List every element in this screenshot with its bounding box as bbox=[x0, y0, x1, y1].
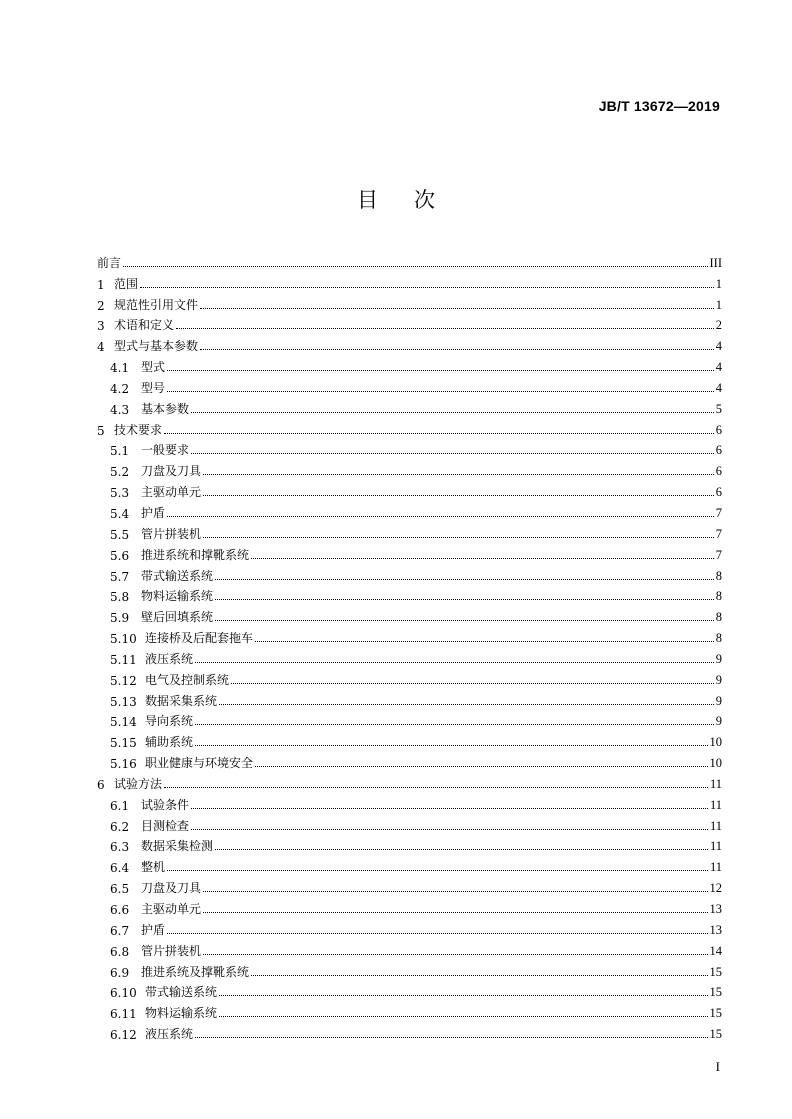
toc-entry[interactable] bbox=[97, 729, 722, 750]
toc-entry-number: 5.3 bbox=[110, 486, 130, 501]
toc-dot-leader bbox=[164, 786, 708, 788]
toc-entry-number: 6.6 bbox=[110, 903, 130, 917]
toc-entry[interactable] bbox=[97, 625, 722, 646]
toc-dot-leader bbox=[203, 890, 707, 892]
toc-dot-leader bbox=[191, 452, 714, 454]
toc-entry-number: 5.15 bbox=[110, 736, 137, 751]
toc-entry-label: 职业健康与环境安全 bbox=[145, 756, 254, 771]
toc-entry-page: 4 bbox=[715, 360, 722, 375]
toc-entry-number: 6 bbox=[97, 777, 105, 792]
toc-entry[interactable] bbox=[97, 250, 722, 271]
toc-dot-leader bbox=[203, 911, 707, 913]
toc-entry-number: 5.9 bbox=[110, 611, 130, 626]
toc-entry-label: 护盾 bbox=[141, 922, 166, 937]
toc-entry-number: 5.2 bbox=[110, 465, 130, 480]
toc-entry-label: 刀盘及刀具 bbox=[141, 881, 202, 896]
toc-dot-leader bbox=[167, 390, 714, 392]
toc-entry-label: 连接桥及后配套拖车 bbox=[145, 631, 254, 646]
toc-entry-number: 5.10 bbox=[110, 632, 137, 647]
toc-entry[interactable] bbox=[97, 271, 722, 292]
toc-entry-page: 6 bbox=[715, 485, 722, 500]
toc-dot-leader bbox=[167, 515, 714, 517]
toc-entry-number: 5.6 bbox=[110, 548, 130, 563]
toc-entry-label: 液压系统 bbox=[145, 1027, 194, 1042]
toc-entry-number: 6.4 bbox=[110, 861, 130, 876]
toc-entry-label: 试验条件 bbox=[141, 797, 190, 812]
toc-entry[interactable] bbox=[97, 834, 722, 855]
toc-entry-number: 1 bbox=[97, 277, 105, 292]
toc-dot-leader bbox=[195, 661, 714, 663]
toc-entry-number: 6.11 bbox=[110, 1007, 137, 1022]
toc-entry-page: 9 bbox=[715, 693, 722, 708]
toc-entry[interactable] bbox=[97, 1021, 722, 1042]
toc-entry[interactable] bbox=[97, 1000, 722, 1021]
toc-entry[interactable] bbox=[97, 854, 722, 875]
toc-dot-leader bbox=[195, 1036, 707, 1038]
toc-dot-leader bbox=[195, 744, 707, 746]
toc-entry-label: 物料运输系统 bbox=[145, 1006, 218, 1021]
toc-entry-page: 9 bbox=[715, 672, 722, 687]
toc-entry[interactable] bbox=[97, 771, 722, 792]
toc-entry-page: III bbox=[709, 255, 722, 270]
toc-entry-number: 6.2 bbox=[110, 819, 130, 834]
toc-dot-leader bbox=[255, 640, 714, 642]
toc-entry-number: 6.12 bbox=[110, 1028, 137, 1043]
toc-entry-page: 7 bbox=[715, 505, 722, 520]
toc-entry-number: 6.10 bbox=[110, 986, 137, 1001]
title-char-1: 目 bbox=[357, 188, 378, 212]
toc-dot-leader bbox=[203, 953, 707, 955]
toc-dot-leader bbox=[203, 473, 714, 475]
toc-entry[interactable] bbox=[97, 792, 722, 813]
toc-entry-number: 6.8 bbox=[110, 944, 130, 959]
toc-entry-page: 15 bbox=[709, 1006, 722, 1021]
toc-entry[interactable] bbox=[97, 896, 722, 917]
toc-entry-label: 试验方法 bbox=[114, 776, 163, 791]
toc-dot-leader bbox=[219, 703, 714, 705]
toc-entry[interactable] bbox=[97, 917, 722, 938]
toc-entry-page: 8 bbox=[715, 568, 722, 583]
toc-entry-label: 物料运输系统 bbox=[141, 589, 214, 604]
toc-entry-label: 前言 bbox=[97, 255, 122, 270]
toc-dot-leader bbox=[167, 869, 708, 871]
toc-entry-number: 5.5 bbox=[110, 527, 130, 542]
toc-entry-number: 5.14 bbox=[110, 715, 137, 730]
toc-entry-label: 导向系统 bbox=[145, 714, 194, 729]
toc-entry-page: 1 bbox=[715, 276, 722, 291]
toc-entry-page: 2 bbox=[715, 318, 722, 333]
toc-entry-page: 11 bbox=[709, 776, 722, 791]
toc-entry-label: 管片拼装机 bbox=[141, 943, 202, 958]
toc-entry-number: 5.16 bbox=[110, 757, 137, 772]
toc-dot-leader bbox=[167, 369, 714, 371]
toc-entry[interactable] bbox=[97, 646, 722, 667]
toc-entry-number: 5.1 bbox=[110, 444, 130, 459]
toc-entry-number: 5.7 bbox=[110, 569, 130, 584]
toc-dot-leader bbox=[251, 557, 714, 559]
toc-entry-label: 推进系统及撑靴系统 bbox=[141, 964, 250, 979]
toc-dot-leader bbox=[255, 765, 707, 767]
toc-dot-leader bbox=[215, 578, 714, 580]
toc-dot-leader bbox=[176, 327, 714, 329]
toc-entry-page: 11 bbox=[709, 797, 722, 812]
toc-entry-number: 4.3 bbox=[110, 402, 130, 417]
toc-entry-label: 数据采集系统 bbox=[145, 693, 218, 708]
toc-entry-label: 范围 bbox=[114, 276, 139, 291]
toc-dot-leader bbox=[219, 1015, 707, 1017]
toc-dot-leader bbox=[191, 828, 708, 830]
toc-entry-page: 5 bbox=[715, 401, 722, 416]
toc-dot-leader bbox=[195, 723, 714, 725]
toc-entry-label: 整机 bbox=[141, 860, 166, 875]
toc-entry-label: 刀盘及刀具 bbox=[141, 464, 202, 479]
toc-entry-label: 型式 bbox=[141, 360, 166, 375]
toc-entry-number: 5.13 bbox=[110, 694, 137, 709]
toc-dot-leader bbox=[191, 411, 714, 413]
toc-entry[interactable] bbox=[97, 750, 722, 771]
toc-entry[interactable] bbox=[97, 584, 722, 605]
toc-dot-leader bbox=[140, 286, 714, 288]
toc-entry-page: 13 bbox=[709, 922, 722, 937]
toc-entry-number: 5.4 bbox=[110, 506, 130, 521]
title-char-2: 次 bbox=[414, 188, 435, 212]
toc-entry-number: 5 bbox=[97, 423, 105, 438]
toc-entry-page: 6 bbox=[715, 464, 722, 479]
toc-entry-label: 数据采集检测 bbox=[141, 839, 214, 854]
toc-entry-number: 2 bbox=[97, 298, 105, 313]
toc-entry[interactable] bbox=[97, 438, 722, 459]
toc-entry[interactable] bbox=[97, 709, 722, 730]
toc-entry-label: 技术要求 bbox=[114, 422, 163, 437]
toc-entry-number: 5.8 bbox=[110, 590, 130, 605]
toc-entry[interactable] bbox=[97, 521, 722, 542]
toc-entry-number: 6.3 bbox=[110, 840, 130, 855]
toc-entry-label: 壁后回填系统 bbox=[141, 610, 214, 625]
toc-dot-leader bbox=[215, 619, 714, 621]
toc-entry-page: 8 bbox=[715, 610, 722, 625]
toc-entry-label: 基本参数 bbox=[141, 401, 190, 416]
toc-entry[interactable] bbox=[97, 479, 722, 500]
toc-entry-page: 6 bbox=[715, 443, 722, 458]
toc-entry-label: 液压系统 bbox=[145, 651, 194, 666]
toc-entry-number: 6.7 bbox=[110, 923, 130, 938]
toc-dot-leader bbox=[164, 432, 714, 434]
standard-code: JB/T 13672—2019 bbox=[598, 98, 720, 114]
toc-entry-page: 10 bbox=[709, 756, 722, 771]
toc-entry-number: 4.2 bbox=[110, 381, 130, 396]
toc-entry-label: 一般要求 bbox=[141, 443, 190, 458]
toc-entry-label: 型式与基本参数 bbox=[114, 339, 199, 354]
toc-dot-leader bbox=[215, 848, 708, 850]
toc-entry-page: 15 bbox=[709, 1027, 722, 1042]
toc-entry-page: 12 bbox=[709, 881, 722, 896]
toc-entry-number: 3 bbox=[97, 319, 105, 334]
toc-entry-page: 4 bbox=[715, 339, 722, 354]
toc-entry-number: 6.1 bbox=[110, 798, 130, 813]
toc-entry[interactable] bbox=[97, 667, 722, 688]
toc-entry[interactable] bbox=[97, 417, 722, 438]
toc-entry[interactable] bbox=[97, 875, 722, 896]
toc-entry-page: 7 bbox=[715, 526, 722, 541]
toc-entry-label: 管片拼装机 bbox=[141, 526, 202, 541]
toc-dot-leader bbox=[203, 536, 714, 538]
toc-entry-label: 带式输送系统 bbox=[141, 568, 214, 583]
toc-entry[interactable] bbox=[97, 458, 722, 479]
toc-entry[interactable] bbox=[97, 375, 722, 396]
toc-entry-number: 6.9 bbox=[110, 965, 130, 980]
toc-entry-number: 4 bbox=[97, 340, 105, 355]
toc-dot-leader bbox=[167, 932, 707, 934]
toc-entry-page: 9 bbox=[715, 714, 722, 729]
toc-dot-leader bbox=[215, 598, 714, 600]
toc-entry[interactable] bbox=[97, 959, 722, 980]
toc-dot-leader bbox=[251, 974, 707, 976]
toc-entry[interactable] bbox=[97, 292, 722, 313]
toc-entry-number: 4.1 bbox=[110, 361, 130, 376]
toc-entry[interactable] bbox=[97, 604, 722, 625]
toc-entry-page: 11 bbox=[709, 839, 722, 854]
toc-entry-page: 11 bbox=[709, 818, 722, 833]
toc-dot-leader bbox=[203, 494, 714, 496]
page-title bbox=[0, 184, 792, 214]
toc-entry-label: 主驱动单元 bbox=[141, 902, 202, 916]
toc-entry-number: 6.5 bbox=[110, 882, 130, 897]
toc-entry[interactable] bbox=[97, 688, 722, 709]
toc-entry-label: 带式输送系统 bbox=[145, 985, 218, 1000]
toc-entry-page: 1 bbox=[715, 297, 722, 312]
toc-entry[interactable] bbox=[97, 313, 722, 334]
toc-entry-page: 11 bbox=[709, 860, 722, 875]
toc-dot-leader bbox=[219, 994, 707, 996]
toc-entry-label: 电气及控制系统 bbox=[145, 672, 230, 687]
toc-entry-number: 5.12 bbox=[110, 673, 137, 688]
toc-entry-label: 辅助系统 bbox=[145, 735, 194, 750]
toc-dot-leader bbox=[123, 265, 707, 267]
toc-dot-leader bbox=[200, 307, 714, 309]
toc-entry-page: 8 bbox=[715, 589, 722, 604]
toc-entry-page: 13 bbox=[709, 902, 722, 916]
page-number: I bbox=[715, 1059, 720, 1074]
toc-entry-page: 15 bbox=[709, 964, 722, 979]
toc-entry[interactable] bbox=[97, 396, 722, 417]
toc-dot-leader bbox=[200, 348, 714, 350]
toc-entry-page: 6 bbox=[715, 422, 722, 437]
toc-entry-page: 4 bbox=[715, 380, 722, 395]
toc-entry[interactable] bbox=[97, 354, 722, 375]
toc-entry-label: 规范性引用文件 bbox=[114, 297, 199, 312]
toc-entry[interactable] bbox=[97, 542, 722, 563]
toc-dot-leader bbox=[231, 682, 714, 684]
toc-entry[interactable] bbox=[97, 563, 722, 584]
toc-entry[interactable] bbox=[97, 980, 722, 1001]
toc-entry-page: 8 bbox=[715, 631, 722, 646]
toc-entry[interactable] bbox=[97, 813, 722, 834]
toc-entry-page: 15 bbox=[709, 985, 722, 1000]
toc-entry[interactable] bbox=[97, 500, 722, 521]
toc-entry-page: 10 bbox=[709, 735, 722, 750]
toc-entry-label: 主驱动单元 bbox=[141, 485, 202, 500]
toc-entry-page: 7 bbox=[715, 547, 722, 562]
toc-entry-label: 术语和定义 bbox=[114, 318, 175, 333]
toc-dot-leader bbox=[191, 807, 708, 809]
toc-entry-page: 14 bbox=[709, 943, 722, 958]
toc-entry-label: 推进系统和撑靴系统 bbox=[141, 547, 250, 562]
table-of-contents bbox=[97, 250, 722, 1042]
toc-entry-label: 型号 bbox=[141, 380, 166, 395]
toc-entry-label: 护盾 bbox=[141, 505, 166, 520]
toc-entry[interactable] bbox=[97, 938, 722, 959]
toc-entry-number: 5.11 bbox=[110, 652, 137, 667]
toc-entry-page: 9 bbox=[715, 651, 722, 666]
toc-entry[interactable] bbox=[97, 333, 722, 354]
toc-entry-label: 目测检查 bbox=[141, 818, 190, 833]
